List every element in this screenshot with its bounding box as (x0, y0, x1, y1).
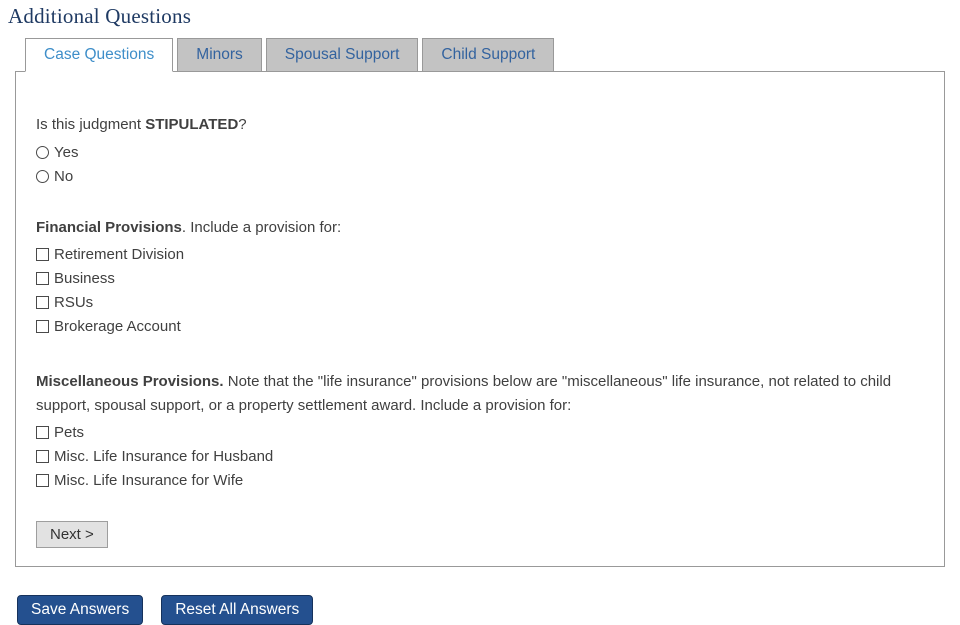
footer-actions (17, 595, 960, 625)
financial-option-retirement-division[interactable] (36, 242, 924, 266)
checkbox-brokerage-account[interactable] (36, 320, 49, 333)
checkbox-brokerage-account-label: Brokerage Account (54, 317, 181, 335)
checkbox-retirement-division-label: Retirement Division (54, 245, 185, 263)
misc-option-life-insurance-wife[interactable] (36, 468, 924, 492)
misc-option-life-insurance-husband[interactable] (36, 444, 924, 468)
financial-option-business[interactable] (36, 266, 924, 290)
checkbox-rsus[interactable] (36, 296, 49, 309)
stipulated-question-bold: STIPULATED (145, 116, 239, 133)
miscellaneous-provisions-section (36, 370, 924, 492)
stipulated-option-yes[interactable] (36, 140, 924, 164)
radio-no[interactable] (36, 170, 49, 183)
stipulated-option-no[interactable] (36, 164, 924, 188)
checkbox-life-insurance-husband-label: Misc. Life Insurance for Husband (54, 447, 274, 465)
financial-provisions-section (36, 216, 924, 338)
checkbox-pets-label: Pets (54, 423, 85, 441)
questions-panel (15, 71, 945, 567)
financial-option-rsus[interactable] (36, 290, 924, 314)
save-answers-button[interactable]: Save Answers (17, 595, 143, 625)
miscellaneous-provisions-heading-bold: Miscellaneous Provisions. (36, 373, 224, 390)
checkbox-life-insurance-wife-label: Misc. Life Insurance for Wife (54, 471, 244, 489)
checkbox-business[interactable] (36, 272, 49, 285)
miscellaneous-provisions-heading (36, 370, 921, 418)
radio-yes-label: Yes (54, 143, 79, 161)
misc-option-pets[interactable] (36, 420, 924, 444)
financial-provisions-heading-rest: . Include a provision for: (181, 219, 342, 236)
tab-bar (25, 38, 945, 72)
financial-option-brokerage-account[interactable] (36, 314, 924, 338)
stipulated-question-prefix: Is this judgment (36, 116, 146, 133)
tab-minors[interactable]: Minors (177, 38, 262, 72)
stipulated-question (36, 115, 924, 135)
tab-spousal-support[interactable]: Spousal Support (266, 38, 419, 72)
checkbox-life-insurance-husband[interactable] (36, 450, 49, 463)
radio-yes[interactable] (36, 146, 49, 159)
financial-provisions-heading (36, 216, 921, 240)
checkbox-life-insurance-wife[interactable] (36, 474, 49, 487)
checkbox-retirement-division[interactable] (36, 248, 49, 261)
next-button[interactable]: Next > (36, 521, 108, 548)
stipulated-question-suffix: ? (238, 116, 247, 133)
miscellaneous-provisions-heading-rest: Note that the "life insurance" provisions below are "miscellaneous" life insurance, not related to child support, spousal support, or a property settlement award. Include a provision for: (36, 373, 892, 414)
checkbox-business-label: Business (54, 269, 115, 287)
tab-area (15, 38, 945, 567)
reset-all-answers-button[interactable]: Reset All Answers (161, 595, 313, 625)
financial-provisions-heading-bold: Financial Provisions (36, 219, 182, 236)
checkbox-pets[interactable] (36, 426, 49, 439)
radio-no-label: No (54, 167, 74, 185)
page-title: Additional Questions (8, 4, 192, 28)
checkbox-rsus-label: RSUs (54, 293, 94, 311)
tab-case-questions[interactable]: Case Questions (25, 38, 173, 72)
stipulated-options (36, 140, 924, 188)
tab-child-support[interactable]: Child Support (422, 38, 554, 72)
